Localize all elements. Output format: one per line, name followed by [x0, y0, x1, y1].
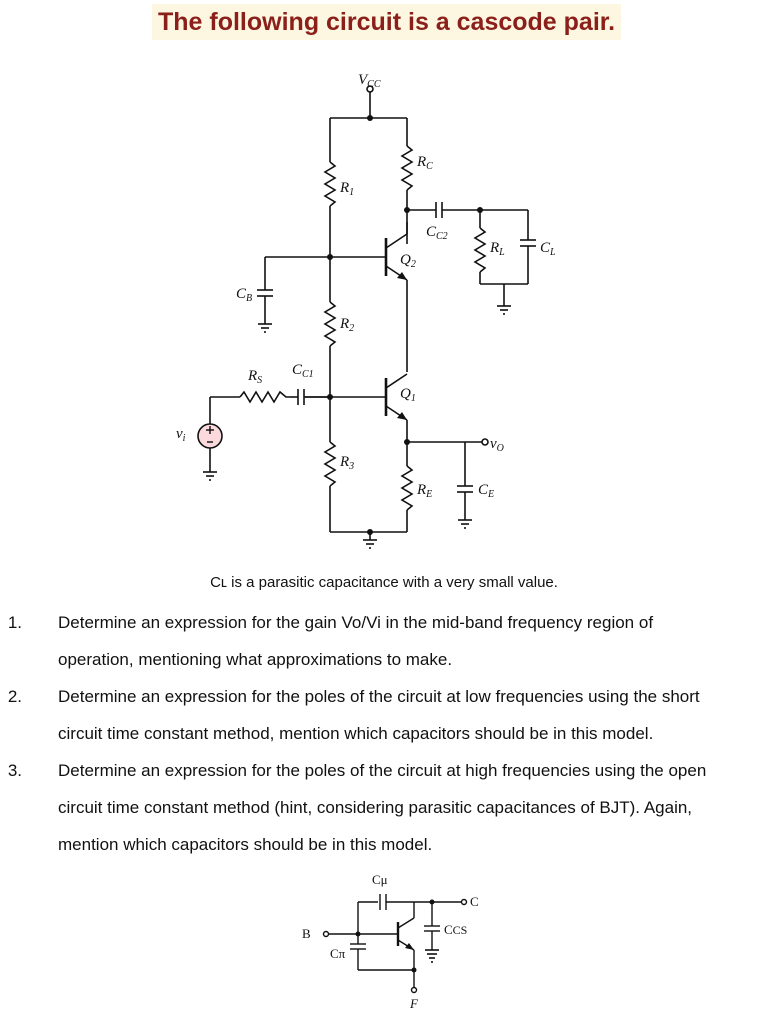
cc1-label: $C_{C1}$: [292, 362, 314, 380]
cc2-label: $C_{C2}$: [426, 224, 448, 242]
vcc-label: $V_{CC}$: [358, 72, 381, 90]
f-terminal-label: F: [410, 996, 418, 1011]
question-number: 3.: [7, 761, 22, 780]
question-line: circuit time constant method (hint, considering parasitic capacitances of BJT). Again,: [58, 798, 693, 817]
question-number: 2.: [7, 687, 22, 706]
question-line: mention which capacitors should be in this model.: [58, 835, 433, 854]
question-line: operation, mentioning what approximations to make.: [58, 650, 453, 669]
base-terminal-label: B: [302, 926, 311, 941]
question-line: Determine an expression for the poles of the circuit at low frequencies using the short: [58, 687, 700, 706]
collector-terminal-label: C: [470, 894, 479, 909]
parasitic-note: Cʟ is a parasitic capacitance with a very small value.: [210, 574, 558, 591]
re-label: $R_E$: [417, 482, 433, 500]
cl-label: $C_L$: [540, 240, 556, 258]
question-line: Determine an expression for the poles of the circuit at high frequencies using the open: [58, 761, 707, 780]
question-number: 1.: [7, 613, 22, 632]
r2-label: $R_2$: [340, 316, 355, 334]
r1-label: $R_1$: [340, 180, 355, 198]
r3-label: $R_3$: [340, 454, 355, 472]
question-line: circuit time constant method, mention which capacitors should be in this model.: [58, 724, 654, 743]
vo-label: $v_O$: [490, 436, 504, 454]
rs-label: $R_S$: [248, 368, 263, 386]
q1-label: $Q_1$: [400, 386, 416, 404]
question-line: Determine an expression for the gain Vo/Vi in the mid-band frequency region of: [58, 613, 654, 632]
vi-label: $v_i$: [176, 426, 186, 444]
rc-label: $R_C$: [417, 154, 433, 172]
rl-label: $R_L$: [490, 240, 505, 258]
c-mu-label: Cμ: [372, 872, 388, 887]
ccs-label: CCS: [444, 922, 468, 937]
bjt-parasitic-model: [292, 862, 492, 1012]
page-title: The following circuit is a cascode pair.: [152, 4, 621, 40]
q2-label: $Q_2$: [400, 252, 416, 270]
c-pi-label: Cπ: [330, 946, 346, 961]
cascode-circuit-diagram: [170, 62, 590, 570]
cb-label: $C_B$: [236, 286, 253, 304]
ce-label: $C_E$: [478, 482, 495, 500]
